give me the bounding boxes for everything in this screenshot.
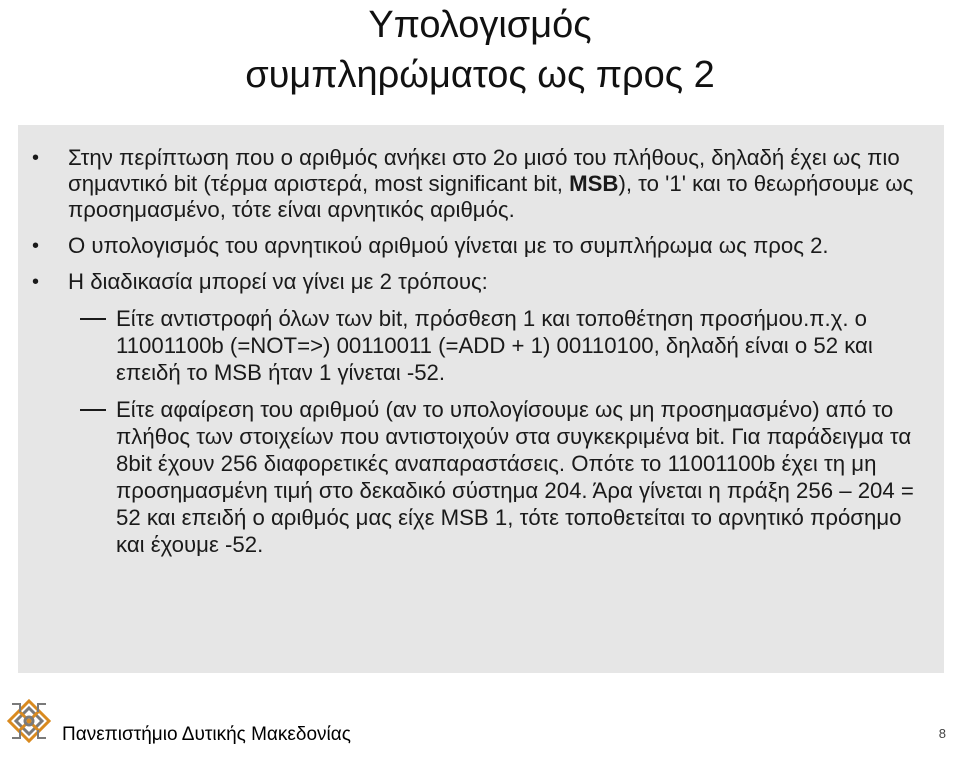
bullet-dot-icon: • bbox=[32, 235, 40, 257]
bullet-list bbox=[18, 145, 944, 568]
title-line-1: Υπολογισμός bbox=[368, 4, 592, 46]
bullet-dot-icon: • bbox=[32, 147, 40, 169]
slide-title bbox=[0, 0, 960, 100]
bullet-1-text-b: ), το '1' και το θεωρήσουμε ως προσημασμένο, τότε είναι αρνητικός αριθμός. bbox=[68, 171, 914, 222]
bullet-item-3 bbox=[18, 269, 944, 295]
dash-icon bbox=[80, 409, 106, 411]
slide-footer bbox=[0, 690, 960, 760]
page-number: 8 bbox=[938, 726, 946, 741]
university-logo-icon bbox=[6, 698, 52, 744]
bullet-1-text-a: Στην περίπτωση που ο αριθμός ανήκει στο 2ο μισό του πλήθους, δηλαδή έχει ως πιο σημαντικό bit (τέρμα αριστερά, most significant bit, bbox=[68, 145, 900, 196]
bullet-2-text: Ο υπολογισμός του αρνητικού αριθμού γίνεται με το συμπλήρωμα ως προς 2. bbox=[68, 233, 829, 258]
sub-bullet-item-1 bbox=[18, 305, 944, 386]
bullet-item-2 bbox=[18, 233, 944, 259]
university-name: Πανεπιστήμιο Δυτικής Μακεδονίας bbox=[62, 724, 351, 745]
bullet-dot-icon: • bbox=[32, 271, 40, 293]
content-panel bbox=[18, 125, 944, 673]
sub-bullet-2-text: Είτε αφαίρεση του αριθμού (αν το υπολογίσουμε ως μη προσημασμένο) από το πλήθος των στοιχείων που αντιστοιχούν στα συγκεκριμένα bit. Για παράδειγμα τα 8bit έχουν 256 διαφορετικές αναπαραστάσεις. Οπότε το 11001100b έχει τη μη προσημασμένη τιμή στο δεκαδικό σύστημα 204. Άρα γίνεται η πράξη 256 – 204 = 52 και επειδή ο αριθμός μας είχε MSB 1, τότε τοποθετείται το αρνητικό πρόσημο και έχουμε -52. bbox=[116, 397, 914, 557]
sub-bullet-item-2 bbox=[18, 396, 944, 558]
bullet-1-bold: MSB bbox=[569, 171, 619, 196]
title-line-2: συμπληρώματος ως προς 2 bbox=[245, 54, 715, 96]
dash-icon bbox=[80, 318, 106, 320]
bullet-3-text: Η διαδικασία μπορεί να γίνει με 2 τρόπους: bbox=[68, 269, 488, 294]
sub-bullet-1-text: Είτε αντιστροφή όλων των bit, πρόσθεση 1 και τοποθέτηση προσήμου.π.χ. ο 11001100b (=NOT=>) 00110011 (=ADD + 1) 00110100, δηλαδή είναι ο 52 και επειδή το MSB ήταν 1 γίνεται -52. bbox=[116, 306, 873, 385]
bullet-item-1 bbox=[18, 145, 944, 223]
